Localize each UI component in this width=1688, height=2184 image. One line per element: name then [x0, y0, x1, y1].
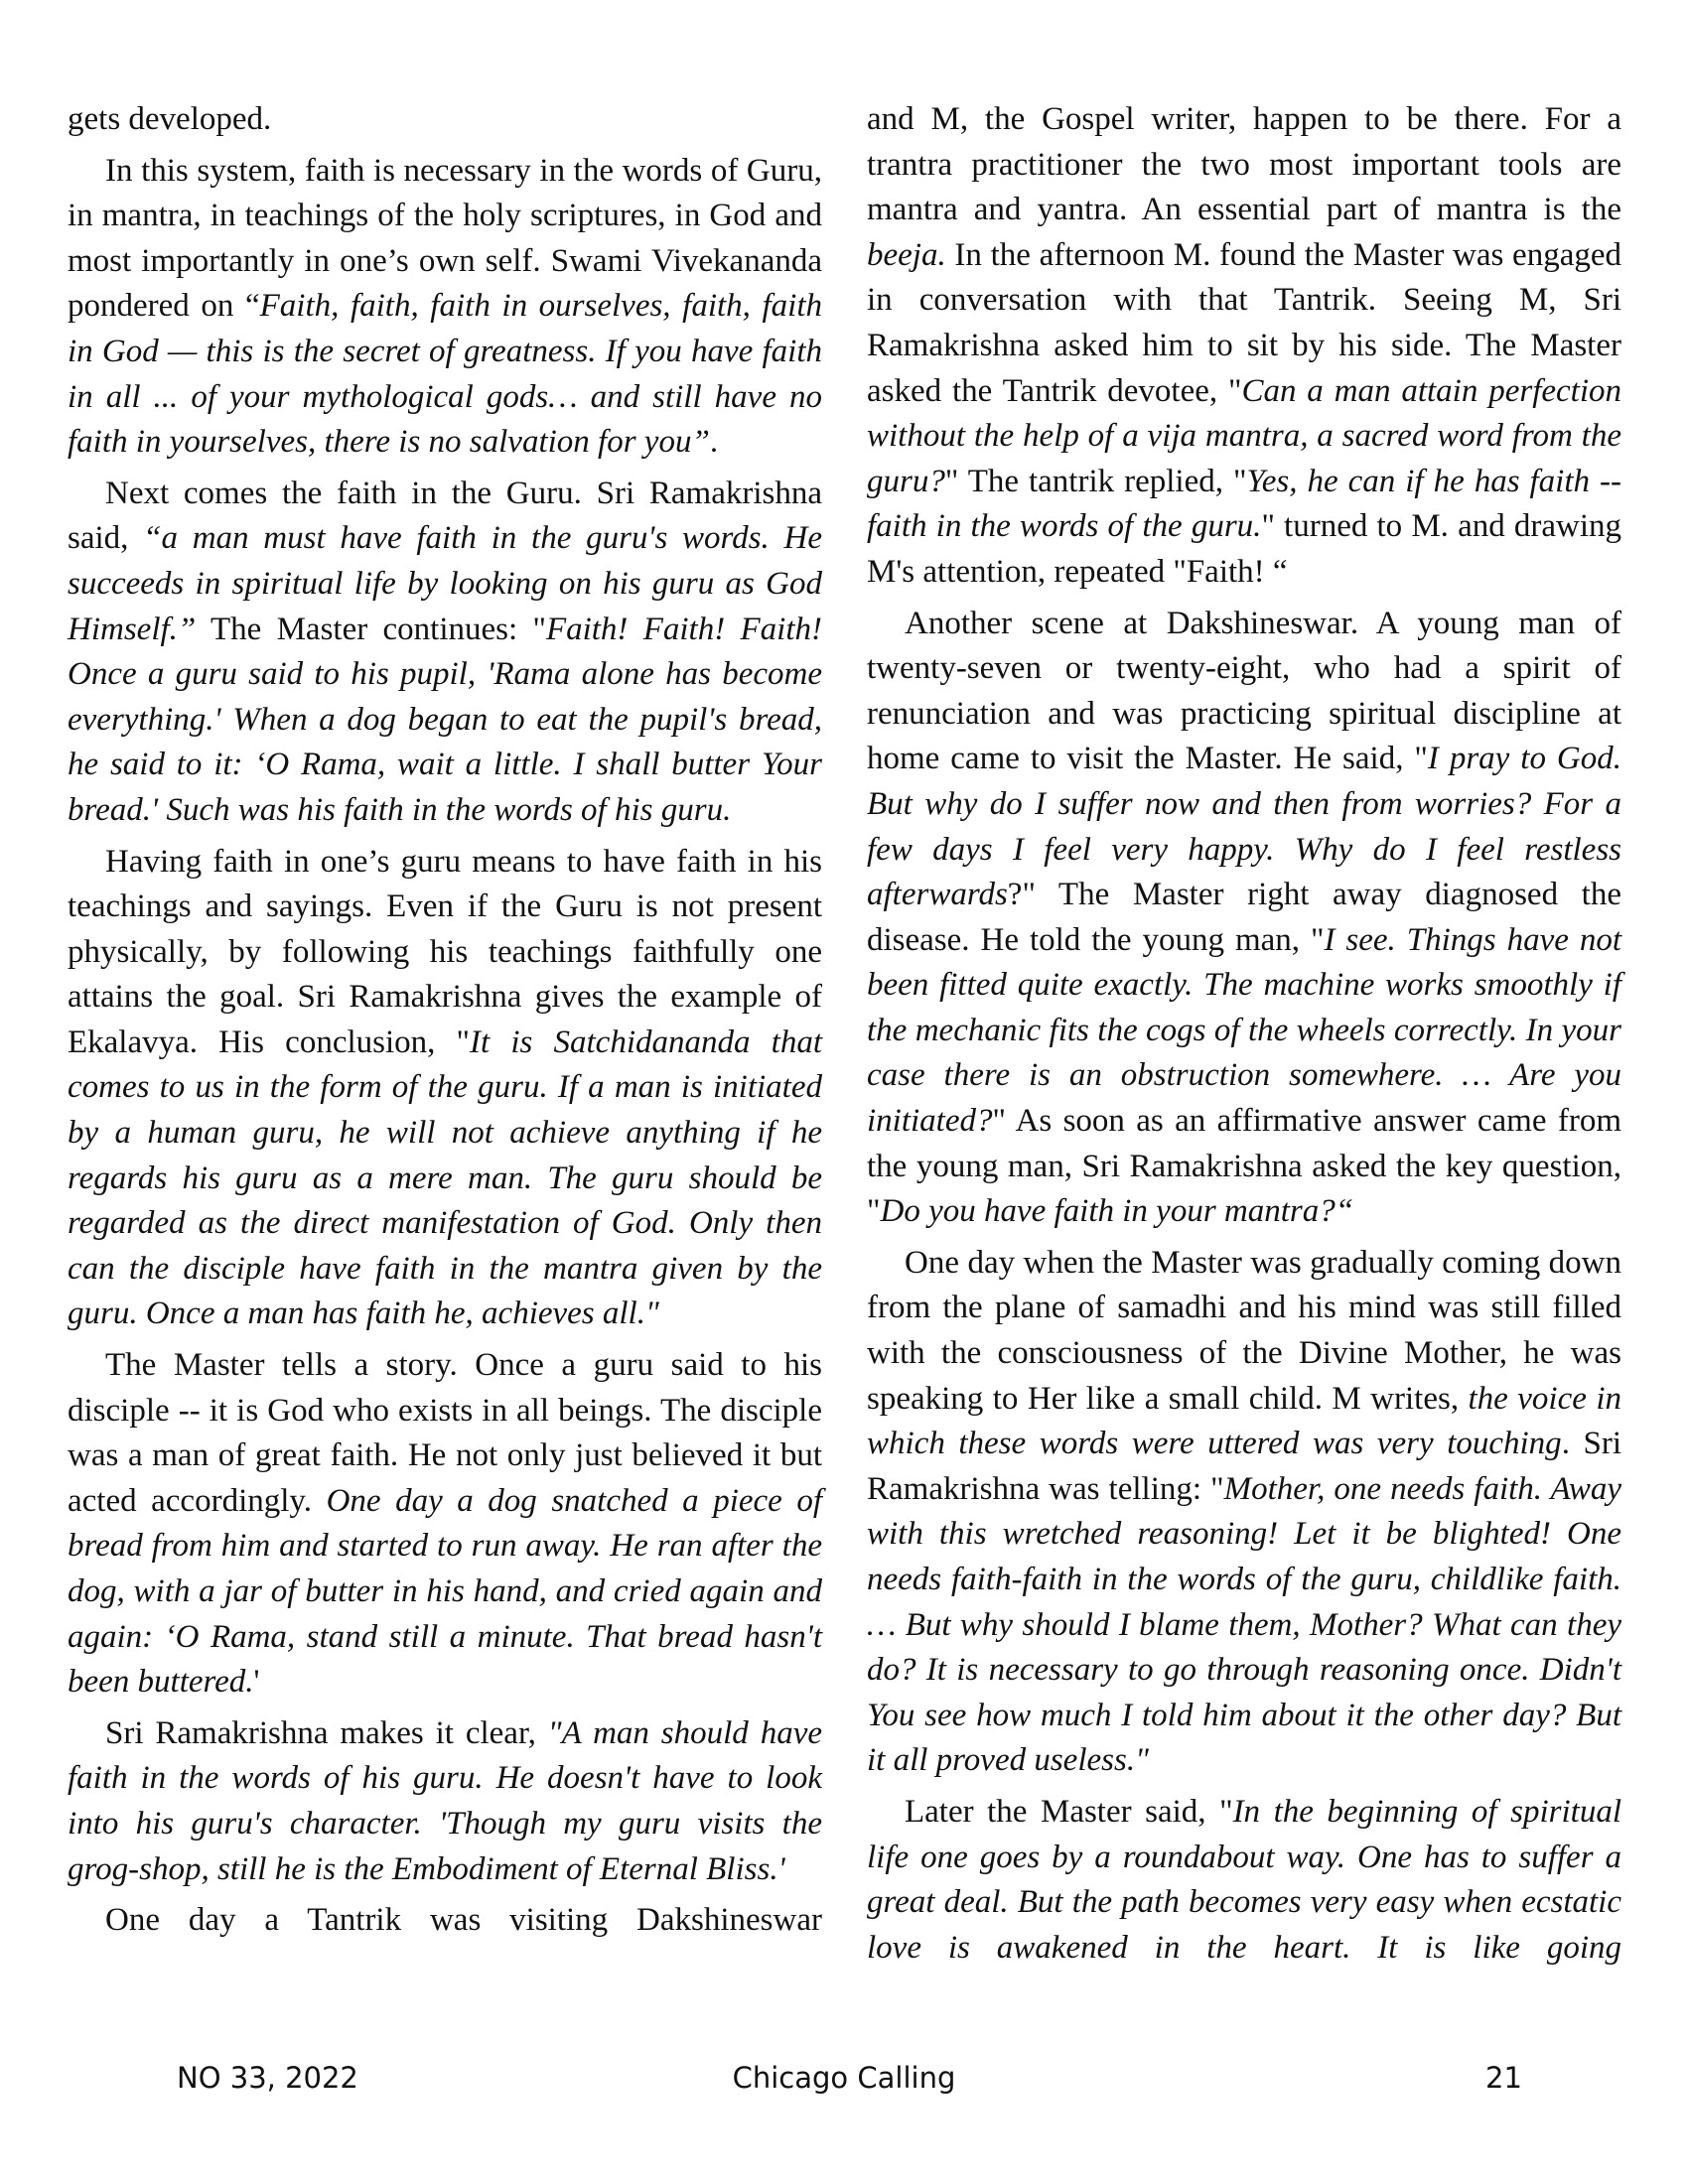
paragraph — [867, 602, 1621, 1235]
text-run: Another scene at Dakshineswar. A young man of twenty-seven or twenty-eight, who had a spirit of renunciation and was practicing spiritual discipline at home came to visit the Master. He said, " — [867, 605, 1621, 777]
quote-italic: beeja. — [867, 236, 946, 273]
text-run: " As soon as an affirmative answer came from the young man, Sri Ramakrishna asked the key question, " — [867, 1103, 1621, 1230]
issue-label: NO 33, 2022 — [177, 2061, 358, 2095]
text-run: ?" The Master right away diagnosed the disease. He told the young man, " — [867, 877, 1621, 958]
text-run: In the afternoon M. found the Master was engaged in conversation with that Tantrik. Seeing M, Sri Ramakrishna asked him to sit by his side. The Master asked the Tantrik devotee, " — [867, 236, 1621, 409]
text-run: In this system, faith is necessary in the words of Guru, in mantra, in teachings of the holy scriptures, in God and most importantly in one’s own self. Swami Vivekananda pondered on “ — [68, 152, 822, 325]
quote-italic: In the beginning of spiritual life one goes by a roundabout way. One has to suffer a great deal. But the path becomes very easy when ecstatic love is awakened in the heart. It is like going — [867, 1793, 1621, 1966]
text-run: Later the Master said, " — [905, 1793, 1233, 1830]
magazine-name: Chicago Calling — [732, 2061, 956, 2095]
text-run: " The tantrik replied, " — [944, 463, 1247, 499]
text-run: gets developed. — [68, 101, 272, 137]
quote-italic: “a man must have faith in the guru's words. He succeeds in spiritual life by looking on his guru as God Himself.” — [68, 520, 822, 647]
paragraph — [68, 1898, 822, 1944]
text-run: . — [709, 424, 719, 461]
quote-italic: It is Satchidananda that comes to us in the form of the guru. If a man is initiated by a human guru, he will not achieve anything if he regards his guru as a mere man. The guru should be regarded as the direct manifestation of God. Only then can the disciple have faith in the mantra given by the guru. Once a man has faith he, achieves all." — [68, 1024, 822, 1332]
paragraph — [68, 1711, 822, 1892]
paragraph — [867, 1241, 1621, 1784]
text-run: and M, the Gospel writer, happen to be there. For a trantra practitioner the two most important tools are mantra and yantra. An essential part of mantra is the — [867, 101, 1621, 228]
paragraph — [68, 840, 822, 1338]
quote-italic: I see. Things have not been fitted quite exactly. The machine works smoothly if the mechanic fits the cogs of the wheels correctly. In your case there is an obstruction somewhere. … Are you initiated? — [867, 921, 1622, 1140]
quote-italic: Faith, faith, faith in ourselves, faith, faith in God — this is the secret of greatness. If you have faith in all ... of your mythological gods… and still have no faith in yourselves, there is no salvation for you” — [68, 288, 822, 461]
quote-italic: One day a dog snatched a piece of bread from him and started to run away. He ran after the dog, with a jar of butter in his hand, and cried again and again: ‘O Rama, stand still a minute. That bread hasn't been buttered. — [68, 1482, 823, 1701]
page-footer — [0, 2061, 1688, 2105]
quote-italic: Can a man attain perfection without the help of a vija mantra, a sacred word from the guru? — [867, 372, 1621, 499]
paragraph — [68, 472, 822, 834]
text-run: One day a Tantrik was visiting Dakshineswar — [105, 1902, 822, 1939]
text-run: " turned to M. and drawing M's attention, repeated "Faith! “ — [867, 508, 1621, 590]
page-number: 21 — [1485, 2061, 1522, 2095]
text-run: Sri Ramakrishna makes it clear, — [105, 1714, 548, 1751]
paragraph — [867, 1790, 1621, 1971]
left-column — [68, 97, 822, 1950]
paragraph — [68, 1343, 822, 1706]
quote-italic: "A man should have faith in the words of his guru. He doesn't have to look into his guru's character. 'Though my guru visits the grog-shop, still he is the Embodiment of Eternal Bliss.' — [68, 1714, 822, 1887]
quote-italic: Faith! Faith! Faith! Once a guru said to his pupil, 'Rama alone has become everything.' When a dog began to eat the pupil's bread, he said to it: ‘O Rama, wait a little. I shall butter Your bread.' Such was his faith in the words of his guru. — [68, 611, 822, 828]
paragraph — [68, 149, 822, 466]
text-run: The Master tells a story. Once a guru said to his disciple -- it is God who exists in all beings. The disciple was a man of great faith. He not only just believed it but acted accordingly. — [68, 1347, 822, 1519]
text-run: One day when the Master was gradually coming down from the plane of samadhi and his mind was still filled with the consciousness of the Divine Mother, he was speaking to Her like a small child. M writes, — [867, 1244, 1621, 1417]
quote-italic: Yes, he can if he has faith -- faith in the words of the guru. — [867, 463, 1621, 545]
paragraph — [867, 97, 1621, 596]
quote-italic: the voice in which these words were uttered was very touching — [867, 1380, 1621, 1462]
quote-italic: Do you have faith in your mantra?“ — [880, 1193, 1354, 1230]
text-run: Next comes the faith in the Guru. Sri Ramakrishna said, — [68, 475, 822, 557]
text-run: . Sri Ramakrishna was telling: " — [867, 1426, 1621, 1507]
text-run: ' — [253, 1664, 260, 1701]
text-run: The Master continues: " — [196, 611, 546, 647]
quote-italic: I pray to God. But why do I suffer now and then from worries? For a few days I feel very happy. Why do I feel restless afterwards — [867, 741, 1621, 913]
text-run: Having faith in one’s guru means to have faith in his teachings and sayings. Even if the Guru is not present physically, by following his teachings faithfully one attains the goal. Sri Ramakrishna gives the example of Ekalavya. His conclusion, " — [68, 843, 822, 1060]
paragraph — [68, 97, 822, 143]
right-column — [867, 97, 1621, 1977]
quote-italic: Mother, one needs faith. Away with this wretched reasoning! Let it be blighted! One needs faith-faith in the words of the guru, childlike faith. … But why should I blame them, Mother? What can they do? It is necessary to go through reasoning once. Didn't You see how much I told him about it the other day? But it all proved useless." — [867, 1470, 1621, 1779]
